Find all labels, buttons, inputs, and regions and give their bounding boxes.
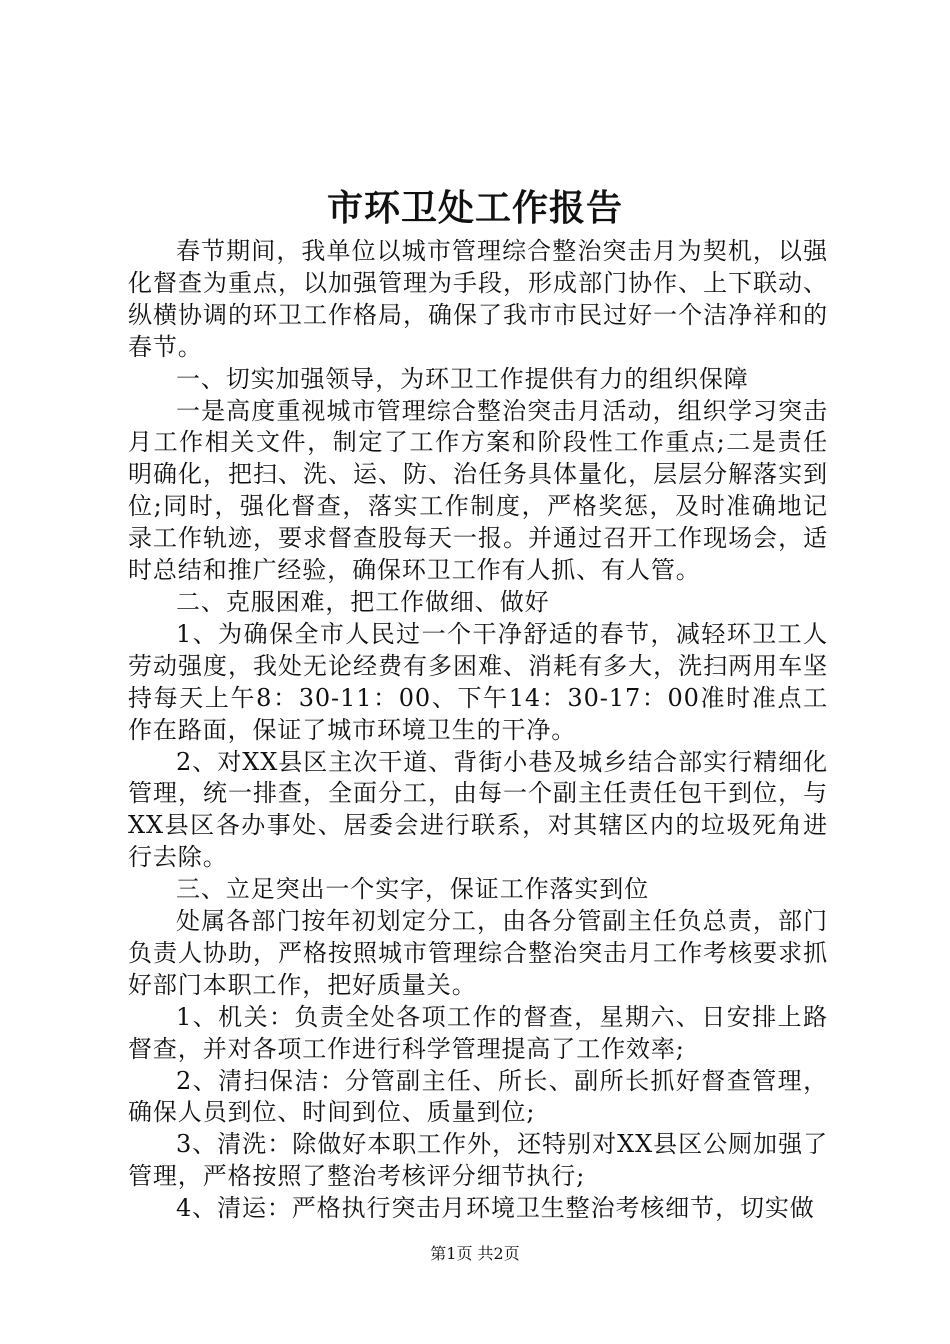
paragraph-item-1: 1、为确保全市人民过一个干净舒适的春节，减轻环卫工人劳动强度，我处无论经费有多困难、消耗有多大，洗扫两用车坚持每天上午8：30-11：00、下午14：30-17：00准时准点工作在路面，保证了城市环境卫生的干净。: [128, 619, 828, 744]
paragraph-cleaning: 2、清扫保洁：分管副主任、所长、副所长抓好督查管理，确保人员到位、时间到位、质量到位;: [128, 1066, 828, 1127]
page-footer: 第1页 共2页: [430, 1244, 520, 1263]
paragraph-organ: 1、机关：负责全处各项工作的督查，星期六、日安排上路督查，并对各项工作进行科学管理提高了工作效率;: [128, 1002, 828, 1063]
paragraph-intro: 春节期间，我单位以城市管理综合整治突击月为契机，以强化督查为重点，以加强管理为手段，形成部门协作、上下联动、纵横协调的环卫工作格局，确保了我市市民过好一个洁净祥和的春节。: [128, 237, 828, 361]
section-heading-2: 二、克服困难，把工作做细、做好: [176, 587, 550, 616]
paragraph-transport: 4、清运：严格执行突击月环境卫生整治考核细节，切实做: [176, 1194, 815, 1223]
section-heading-3: 三、立足突出一个实字，保证工作落实到位: [176, 875, 650, 904]
paragraph-washing: 3、清洗：除做好本职工作外，还特别对XX县区公厕加强了管理，严格按照了整治考核评分细节执行;: [128, 1130, 828, 1191]
section-heading-1: 一、切实加强领导，为环卫工作提供有力的组织保障: [176, 364, 749, 393]
paragraph-section-1: 一是高度重视城市管理综合整治突击月活动，组织学习突击月工作相关文件，制定了工作方案和阶段性工作重点;二是责任明确化，把扫、洗、运、防、治任务具体量化，层层分解落实到位;同时，强化督查，落实工作制度，严格奖惩，及时准确地记录工作轨迹，要求督查股每天一报。并通过召开工作现场会，适时总结和推广经验，确保环卫工作有人抓、有人管。: [128, 396, 828, 585]
paragraph-item-2: 2、对XX县区主次干道、背街小巷及城乡结合部实行精细化管理，统一排查，全面分工，由每一个副主任责任包干到位，与XX县区各办事处、居委会进行联系，对其辖区内的垃圾死角进行去除。: [128, 747, 828, 872]
document-title: 市环卫处工作报告: [326, 187, 623, 229]
paragraph-section-3: 处属各部门按年初划定分工，由各分管副主任负总责，部门负责人协助，严格按照城市管理综合整治突击月工作考核要求抓好部门本职工作，把好质量关。: [128, 907, 828, 999]
document-body: [128, 236, 828, 1225]
